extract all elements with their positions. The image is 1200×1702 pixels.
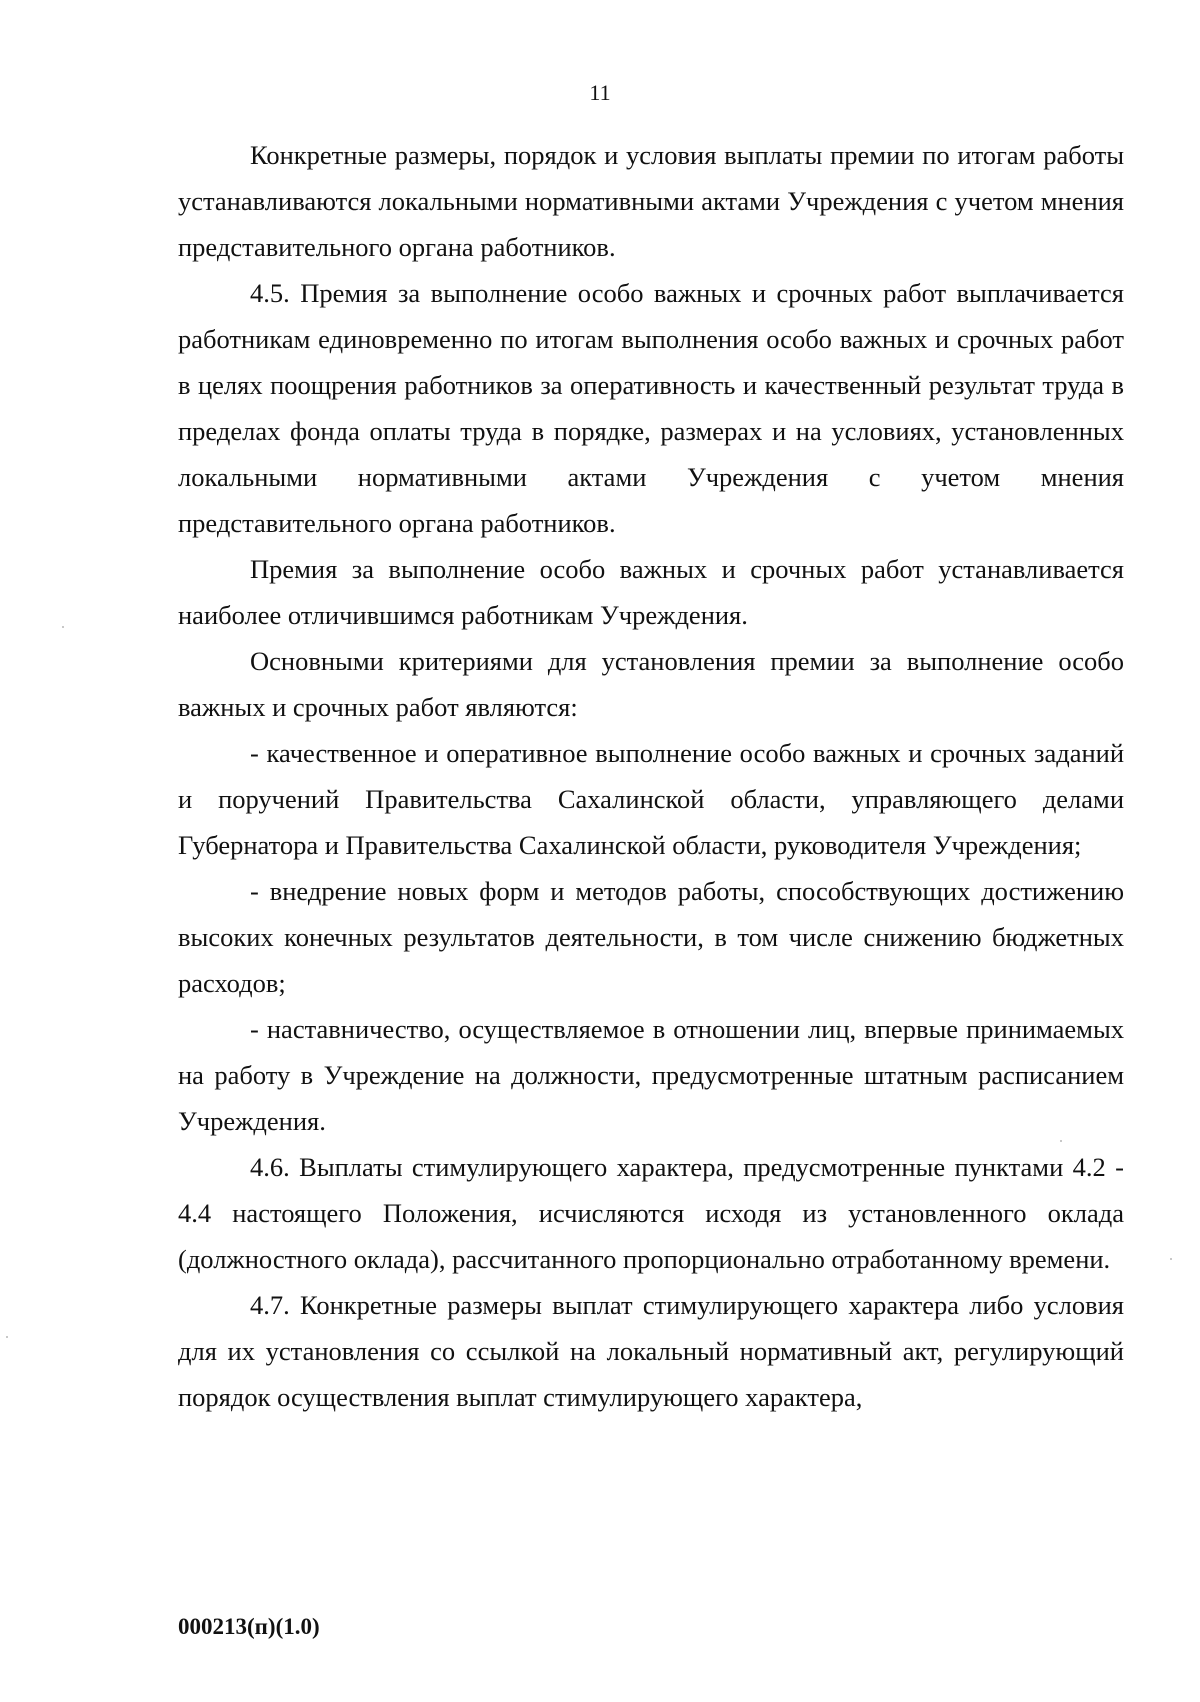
paragraph-bonus-recipients: Премия за выполнение особо важных и срочных работ устанавливается наиболее отличившимся работникам Учреждения. [178, 554, 1124, 630]
document-code: 000213(п)(1.0) [178, 1614, 320, 1639]
paragraph-bonus-terms: Конкретные размеры, порядок и условия выплаты премии по итогам работы устанавливаются локальными нормативными актами Учреждения с учетом мнения представительного органа работников. [178, 140, 1124, 262]
list-item-criterion-1: - качественное и оперативное выполнение особо важных и срочных заданий и поручений Правительства Сахалинской области, управляющего делами Губернатора и Правительства Сахалинской области, руководителя Учреждения; [178, 738, 1124, 860]
scan-speck [6, 1336, 8, 1338]
list-item-criterion-3: - наставничество, осуществляемое в отношении лиц, впервые принимаемых на работу в Учреждение на должности, предусмотренные штатным расписанием Учреждения. [178, 1014, 1124, 1136]
list-item-criterion-2: - внедрение новых форм и методов работы, способствующих достижению высоких конечных результатов деятельности, в том числе снижению бюджетных расходов; [178, 876, 1124, 998]
scan-speck [1060, 1140, 1062, 1142]
scan-speck [1170, 1258, 1172, 1260]
paragraph-4-5: 4.5. Премия за выполнение особо важных и срочных работ выплачивается работникам единовременно по итогам выполнения особо важных и срочных работ в целях поощрения работников за оперативность и качественный результат труда в пределах фонда оплаты труда в порядке, размерах и на условиях, установленных локальными нормативными актами Учреждения с учетом мнения представительного органа работников. [178, 278, 1124, 538]
scan-speck [62, 626, 64, 628]
paragraph-4-7: 4.7. Конкретные размеры выплат стимулирующего характера либо условия для их установления со ссылкой на локальный нормативный акт, регулирующий порядок осуществления выплат стимулирующего характера, [178, 1290, 1124, 1412]
paragraph-criteria-intro: Основными критериями для установления премии за выполнение особо важных и срочных работ являются: [178, 646, 1124, 722]
page-number: 11 [589, 80, 611, 105]
document-body [178, 132, 1124, 1420]
paragraph-4-6: 4.6. Выплаты стимулирующего характера, предусмотренные пунктами 4.2 - 4.4 настоящего Положения, исчисляются исходя из установленного оклада (должностного оклада), рассчитанного пропорционально отработанному времени. [178, 1152, 1124, 1274]
